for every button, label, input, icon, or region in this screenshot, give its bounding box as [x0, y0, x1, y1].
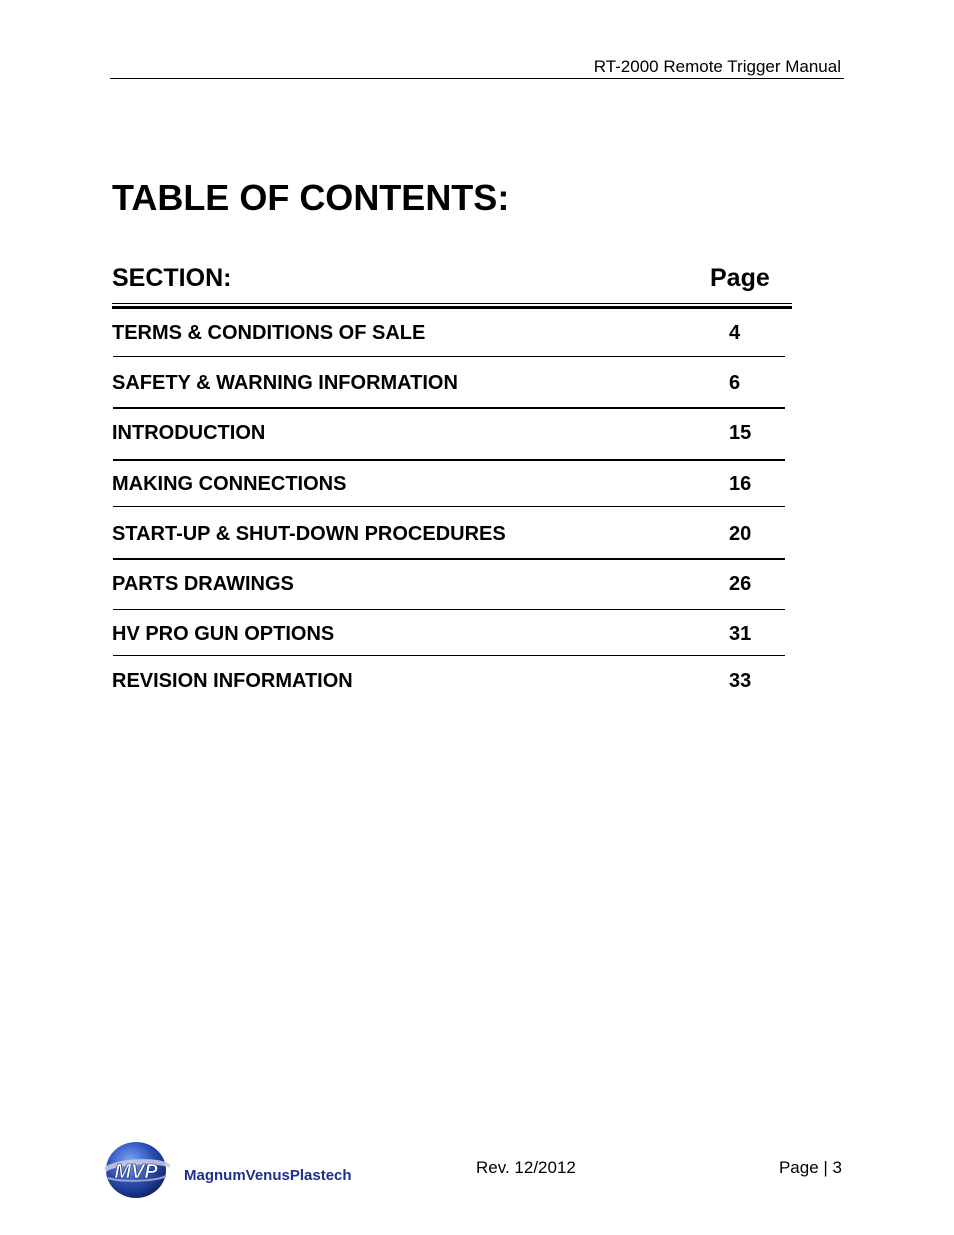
revision-date: Rev. 12/2012 [476, 1158, 576, 1177]
mvp-globe-logo-icon [100, 1138, 390, 1202]
toc-entry-label: START-UP & SHUT-DOWN PROCEDURES [112, 523, 506, 545]
toc-divider [113, 459, 785, 461]
toc-heading-divider [112, 303, 792, 304]
svg-text:MagnumVenusPlastech: MagnumVenusPlastech [184, 1167, 352, 1184]
toc-divider [113, 558, 785, 560]
running-header: RT-2000 Remote Trigger Manual [593, 57, 841, 76]
toc-entry-label: REVISION INFORMATION [112, 670, 353, 692]
mvp-logo [100, 1138, 390, 1202]
toc-divider [113, 356, 785, 357]
page-number: Page | 3 [778, 1158, 842, 1177]
toc-entry-page: 4 [729, 322, 741, 344]
toc-entry-page: 6 [729, 372, 741, 394]
toc-entry-page: 31 [729, 623, 752, 645]
toc-divider [113, 407, 785, 409]
toc-entry-label: PARTS DRAWINGS [112, 573, 294, 595]
toc-entry-label: TERMS & CONDITIONS OF SALE [112, 322, 426, 344]
page-title: TABLE OF CONTENTS: [112, 177, 510, 218]
toc-entry-page: 26 [729, 573, 752, 595]
svg-text:MVP: MVP [114, 1161, 158, 1183]
toc-page-heading: Page [710, 264, 770, 292]
toc-entry-page: 16 [729, 473, 752, 495]
toc-entry-label: INTRODUCTION [112, 422, 266, 444]
header-divider [110, 78, 844, 79]
toc-entry-page: 20 [729, 523, 752, 545]
toc-entry-label: SAFETY & WARNING INFORMATION [112, 372, 458, 394]
toc-entry-page: 33 [729, 670, 752, 692]
toc-entry-label: HV PRO GUN OPTIONS [112, 623, 335, 645]
toc-section-heading: SECTION: [112, 264, 232, 292]
toc-divider [113, 655, 785, 656]
toc-heading-divider-thick [112, 306, 792, 309]
toc-entry-page: 15 [729, 422, 752, 444]
toc-divider [113, 609, 785, 610]
toc-entry-label: MAKING CONNECTIONS [112, 473, 347, 495]
toc-divider [113, 506, 785, 507]
